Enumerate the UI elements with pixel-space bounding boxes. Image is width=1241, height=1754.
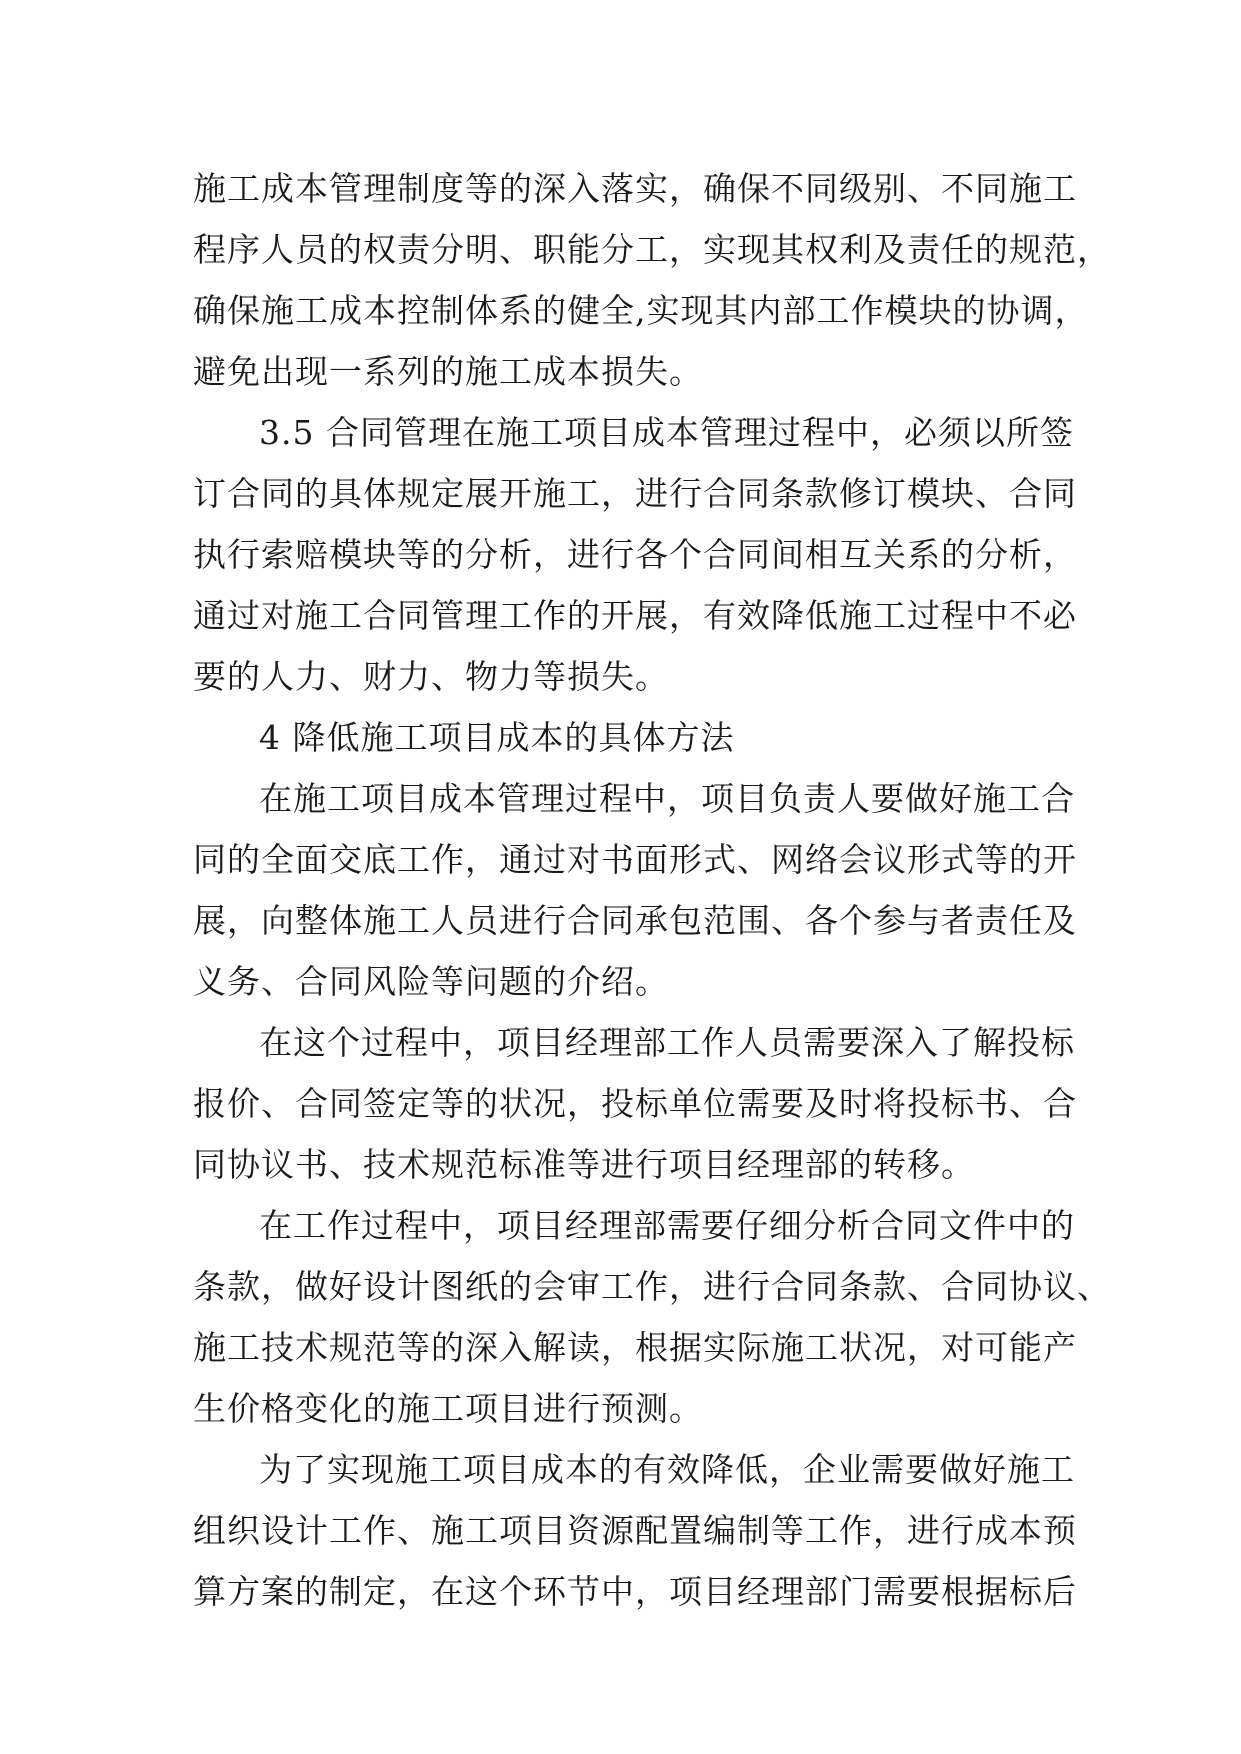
paragraph bbox=[193, 1439, 1093, 1622]
text-line: 避免出现一系列的施工成本损失。 bbox=[193, 352, 703, 391]
text-line: 同协议书、技术规范标准等进行项目经理部的转移。 bbox=[193, 1145, 975, 1184]
text-line: 在工作过程中，项目经理部需要仔细分析合同文件中的 bbox=[259, 1206, 1075, 1245]
text-line: 确保施工成本控制体系的健全,实现其内部工作模块的协调， bbox=[193, 291, 1089, 330]
text-line: 在这个过程中，项目经理部工作人员需要深入了解投标 bbox=[259, 1023, 1075, 1062]
text-line: 在施工项目成本管理过程中，项目负责人要做好施工合 bbox=[259, 779, 1075, 818]
text-line: 同的全面交底工作，通过对书面形式、网络会议形式等的开 bbox=[193, 840, 1077, 879]
body-text bbox=[193, 158, 1111, 1622]
text-line: 订合同的具体规定展开施工，进行合同条款修订模块、合同 bbox=[193, 474, 1077, 513]
text-line: 条款，做好设计图纸的会审工作，进行合同条款、合同协议、 bbox=[193, 1267, 1111, 1306]
paragraph bbox=[193, 402, 1093, 707]
paragraph bbox=[193, 768, 1093, 1012]
text-line: 组织设计工作、施工项目资源配置编制等工作，进行成本预 bbox=[193, 1511, 1077, 1550]
text-line: 3.5 合同管理在施工项目成本管理过程中，必须以所签 bbox=[259, 413, 1074, 452]
text-line: 通过对施工合同管理工作的开展，有效降低施工过程中不必 bbox=[193, 596, 1077, 635]
text-line: 算方案的制定，在这个环节中，项目经理部门需要根据标后 bbox=[193, 1572, 1077, 1611]
text-line: 报价、合同签定等的状况，投标单位需要及时将投标书、合 bbox=[193, 1084, 1077, 1123]
text-line: 执行索赔模块等的分析，进行各个合同间相互关系的分析， bbox=[193, 535, 1077, 574]
paragraph bbox=[193, 1012, 1093, 1195]
text-line: 要的人力、财力、物力等损失。 bbox=[193, 657, 669, 696]
paragraph bbox=[193, 158, 1111, 402]
text-line: 施工技术规范等的深入解读，根据实际施工状况，对可能产 bbox=[193, 1328, 1077, 1367]
text-line: 义务、合同风险等问题的介绍。 bbox=[193, 962, 669, 1001]
text-line: 展，向整体施工人员进行合同承包范围、各个参与者责任及 bbox=[193, 901, 1077, 940]
text-line: 4 降低施工项目成本的具体方法 bbox=[259, 718, 735, 757]
text-line: 施工成本管理制度等的深入落实，确保不同级别、不同施工 bbox=[193, 169, 1077, 208]
paragraph bbox=[193, 1195, 1111, 1439]
text-line: 程序人员的权责分明、职能分工，实现其权利及责任的规范， bbox=[193, 230, 1111, 269]
text-line: 为了实现施工项目成本的有效降低，企业需要做好施工 bbox=[259, 1450, 1075, 1489]
text-line: 生价格变化的施工项目进行预测。 bbox=[193, 1389, 703, 1428]
paragraph bbox=[193, 707, 1093, 768]
